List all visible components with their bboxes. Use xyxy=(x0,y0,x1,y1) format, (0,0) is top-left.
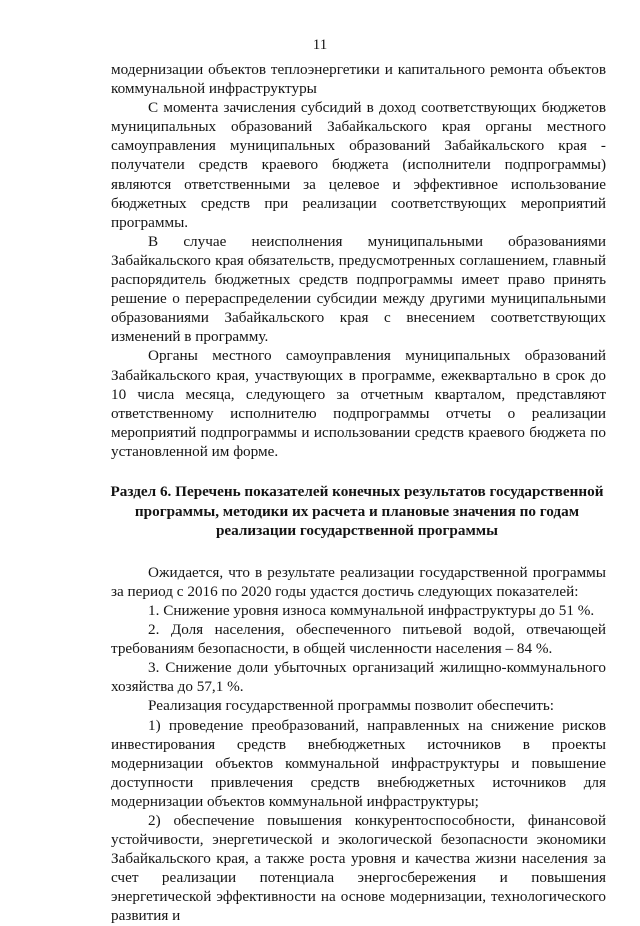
paragraph: Ожидается, что в результате реализации государственной программы за период с 2016 по 2020 годы удастся достичь следующих показателей: xyxy=(111,563,606,600)
list-item: 2) обеспечение повышения конкурентоспособности, финансовой устойчивости, энергетической и экологической безопасности экономики Забайкальского края, а также роста уровня и качества жизни населения за счет реализации потенциала энергосбережения и повышения энергетической эффективности на основе модернизации, технологического развития и xyxy=(111,811,606,925)
list-item: 1. Снижение уровня износа коммунальной инфраструктуры до 51 %. xyxy=(148,601,595,619)
paragraph: модернизации объектов теплоэнергетики и капитального ремонта объектов коммунальной инфраструктуры xyxy=(111,61,606,98)
list-item: 1) проведение преобразований, направленных на снижение рисков инвестирования средств внебюджетных источников в проекты модернизации объектов коммунальной инфраструктуры и повышение доступности привлечения средств внебюджетных источников для модернизации объектов коммунальной инфраструктуры; xyxy=(111,716,606,810)
list-item: 3. Снижение доли убыточных организаций жилищно-коммунального хозяйства до 57,1 %. xyxy=(111,659,606,696)
spacer xyxy=(111,541,606,563)
list-item: 2. Доля населения, обеспеченного питьевой водой, отвечающей требованиям безопасности, в общей численности населения – 84 %. xyxy=(111,621,606,658)
paragraph: Органы местного самоуправления муниципальных образований Забайкальского края, участвующих в программе, ежеквартально в срок до 10 числа месяца, следующего за отчетным кварталом, представляют ответственному исполнителю подпрограммы отчеты о реализации мероприятий подпрограммы и использовании средств краевого бюджета по установленной им форме. xyxy=(111,347,606,460)
section-heading: Раздел 6. Перечень показателей конечных результатов государственной программы, методики их расчета и плановые значения по годам реализации государственной программы xyxy=(110,482,604,540)
page-number: 11 xyxy=(312,37,328,53)
paragraph: С момента зачисления субсидий в доход соответствующих бюджетов муниципальных образований Забайкальского края органы местного самоуправления муниципальных образований Забайкальского края - получатели средств краевого бюджета (исполнители подпрограммы) являются ответственными за целевое и эффективное использование бюджетных средств при реализации соответствующих мероприятий программы. xyxy=(111,99,606,231)
paragraph: Реализация государственной программы позволит обеспечить: xyxy=(148,697,555,715)
paragraph: В случае неисполнения муниципальными образованиями Забайкальского края обязательств, предусмотренных соглашением, главный распорядитель бюджетных средств подпрограммы имеет право принять решение о перераспределении субсидии между другими муниципальными образованиями Забайкальского края с внесением соответствующих изменений в программу. xyxy=(111,232,606,346)
document-body xyxy=(111,60,606,926)
